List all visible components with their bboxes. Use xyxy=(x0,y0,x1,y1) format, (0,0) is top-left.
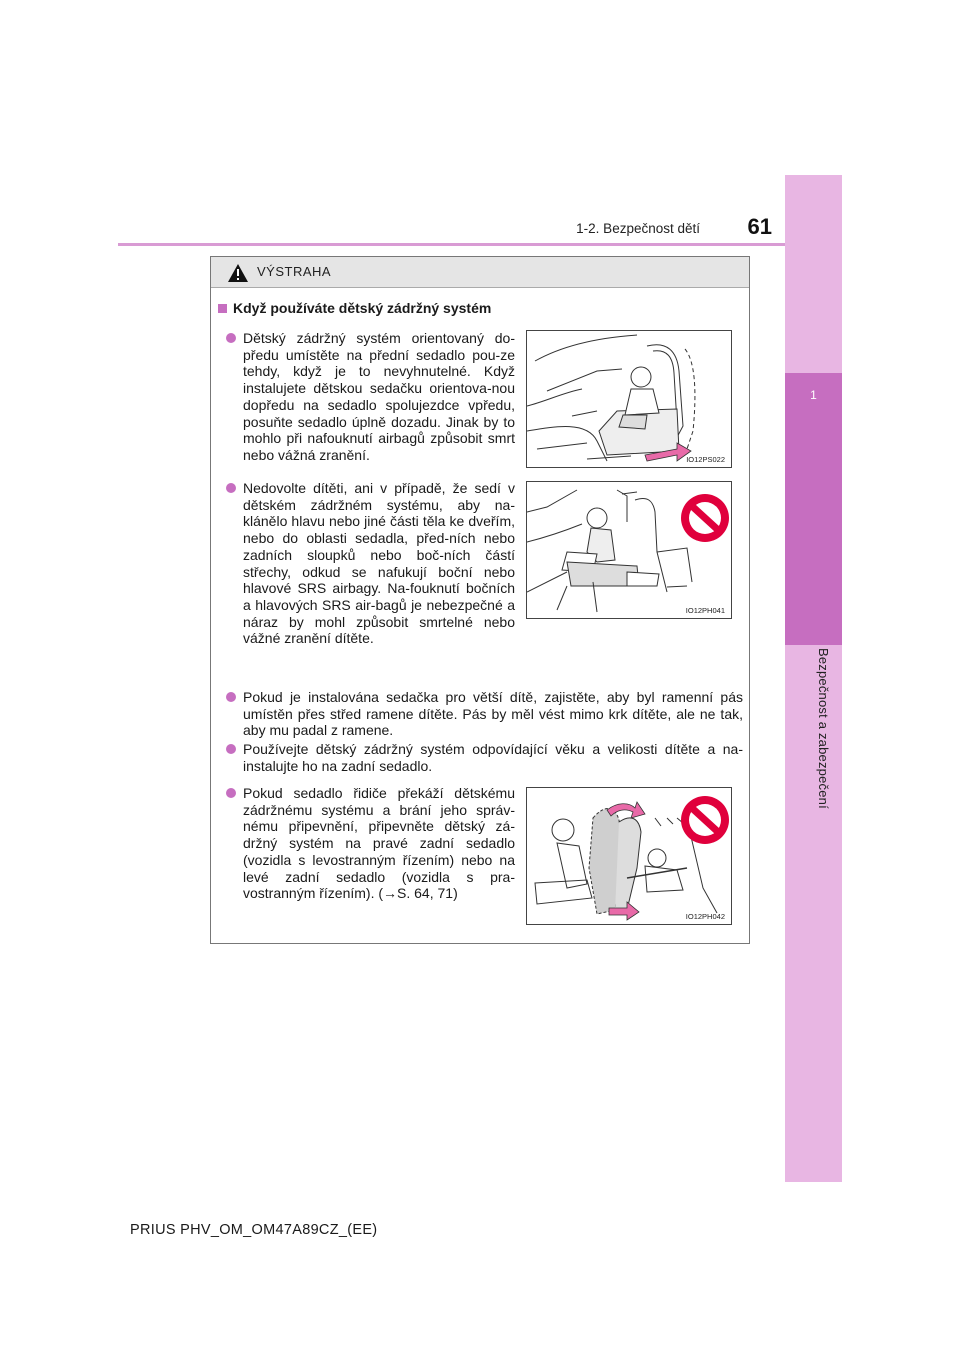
child-leaning-prohibited-illustration-icon xyxy=(527,482,732,619)
warning-heading: Když používáte dětský zádržný systém xyxy=(218,300,491,316)
chapter-tab-highlight xyxy=(785,373,842,645)
warning-bullet: Pokud je instalována sedačka pro větší dítě, zajistěte, aby byl ramenní pás umístěn přes střed ramene dítěte. Pás by měl vést mimo krk dítěte, ale ne tak, aby mu padal z ramene. xyxy=(243,689,743,739)
bullet-dot-icon xyxy=(226,788,236,798)
page-number: 61 xyxy=(747,214,772,239)
bullet-dot-icon xyxy=(226,692,236,702)
warning-triangle-icon xyxy=(227,263,249,283)
figure-code: IO12PS022 xyxy=(686,455,725,464)
figure-driver-seat-interference xyxy=(526,787,732,925)
square-bullet-icon xyxy=(218,304,227,313)
warning-header xyxy=(211,257,749,288)
bullet-dot-icon xyxy=(226,333,236,343)
chapter-number: 1 xyxy=(810,388,817,402)
figure-child-seat-forward xyxy=(526,330,732,468)
section-title: 1-2. Bezpečnost dětí xyxy=(576,221,700,236)
warning-bullet: Pokud sedadlo řidiče překáží dětskému zádržnému systému a brání jeho správ-nému připevnění, připevněte dětský zá-držný systém na pravé zadní sedadlo (vozidla s levostranným řízením) nebo na levé zadní sedadlo (vozidla s pra-vostranným řízením). (→S. 64, 71) xyxy=(243,785,515,902)
figure-code: IO12PH042 xyxy=(685,912,725,921)
warning-bullet: Nedovolte dítěti, ani v případě, že sedí v dětském zádržném systému, aby na-klánělo hlavu nebo jiné části těla ke dveřím, nebo do oblasti sedadla, před-ních nebo zadních sloupků nebo boč-ních částí střechy, odkud se nafukují boční nebo hlavové SRS airbagy. Na-fouknutí bočních a hlavových SRS air-bagů je nebezpečné a náraz by mohl způsobit smrtelné nebo vážné zranění dítěte. xyxy=(243,480,515,647)
forward-child-seat-illustration-icon xyxy=(527,331,732,468)
document-id: PRIUS PHV_OM_OM47A89CZ_(EE) xyxy=(130,1222,378,1238)
bullet-dot-icon xyxy=(226,744,236,754)
driver-seat-interference-prohibited-illustration-icon xyxy=(527,788,732,925)
chapter-title: Bezpečnost a zabezpečení xyxy=(816,648,831,809)
figure-child-leaning xyxy=(526,481,732,619)
warning-bullet: Dětský zádržný systém orientovaný do-předu umístěte na přední sedadlo pou-ze tehdy, když je to nevyhnutelné. Když instalujete dětskou sedačku orientova-nou dopředu na sedadlo spolujezdce vpředu, posuňte sedadlo úplně dozadu. Jinak by to mohlo při nafouknutí airbagů způsobit smrt nebo vážná zranění. xyxy=(243,330,515,464)
bullet-dot-icon xyxy=(226,483,236,493)
warning-bullet: Používejte dětský zádržný systém odpovídající věku a velikosti dítěte a na-instalujte ho na zadní sedadlo. xyxy=(243,741,743,774)
figure-code: IO12PH041 xyxy=(685,606,725,615)
header-divider xyxy=(118,243,785,246)
warning-title: VÝSTRAHA xyxy=(257,264,332,279)
